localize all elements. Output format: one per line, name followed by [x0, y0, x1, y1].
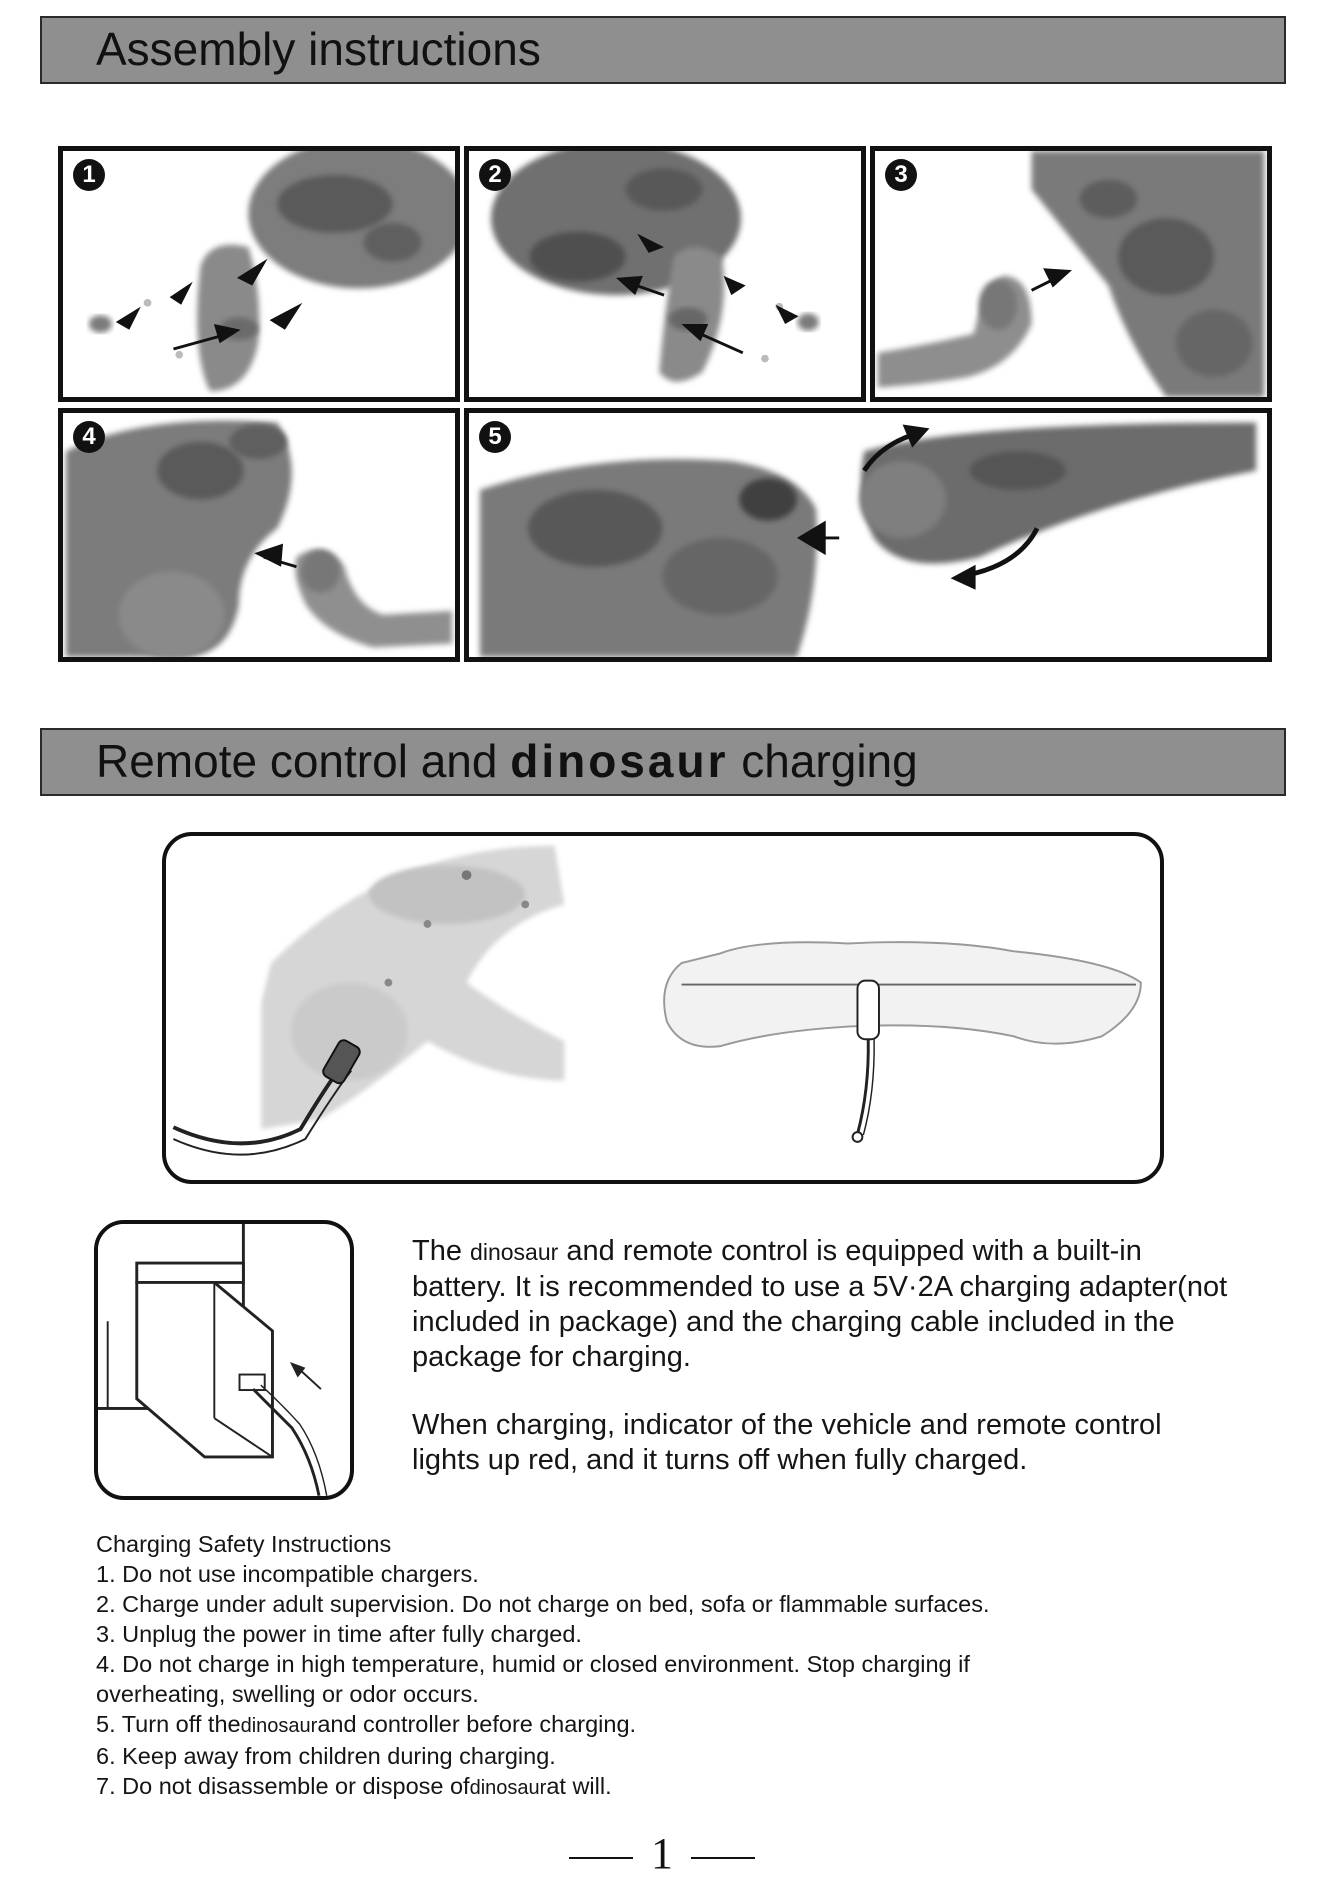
- page-number-footer: [0, 1828, 1324, 1879]
- step-2-illustration: [469, 151, 861, 397]
- charging-title-part-2: charging: [741, 735, 918, 787]
- wall-adapter-illustration-box: [94, 1220, 354, 1500]
- charging-diagram-illustration: [166, 836, 1160, 1180]
- safety-item-3: 3. Unplug the power in time after fully charged.: [96, 1621, 582, 1647]
- page-number-right-dash: [691, 1857, 755, 1859]
- step-1-illustration: [63, 151, 455, 397]
- assembly-step-1-panel: [58, 146, 460, 402]
- charging-section-title: [96, 734, 918, 788]
- step-5-number-badge: 5: [479, 421, 511, 453]
- step-4-number-badge: 4: [73, 421, 105, 453]
- step-3-illustration: [875, 151, 1267, 397]
- assembly-section-header: [40, 16, 1286, 84]
- step-2-number-badge: 2: [479, 159, 511, 191]
- safety-item-5: [96, 1709, 1246, 1741]
- safety-item-7-start: 7. Do not disassemble or dispose of: [96, 1773, 470, 1799]
- charging-safety-instructions: [96, 1529, 1246, 1803]
- safety-item-7-end: at will.: [546, 1773, 612, 1799]
- safety-item-6: 6. Keep away from children during charging.: [96, 1743, 556, 1769]
- safety-item-7: [96, 1771, 1246, 1803]
- charging-diagram-box: [162, 832, 1164, 1184]
- safety-item-4: 4. Do not charge in high temperature, humid or closed environment. Stop charging if overheating, swelling or odor occurs.: [96, 1651, 970, 1707]
- assembly-section-title: Assembly instructions: [96, 23, 541, 75]
- assembly-step-3-panel: [870, 146, 1272, 402]
- page-number-left-dash: [569, 1857, 633, 1859]
- page-number: 1: [651, 1829, 673, 1878]
- safety-item-5-end: and controller before charging.: [317, 1711, 637, 1737]
- safety-item-5-dinosaur-word: dinosaur: [240, 1715, 318, 1737]
- charging-description-paragraph-1: [412, 1234, 1232, 1375]
- step-1-number-badge: 1: [73, 159, 105, 191]
- description-text-start: The: [412, 1235, 462, 1267]
- step-4-illustration: [63, 413, 455, 657]
- step-5-illustration: [469, 413, 1267, 657]
- description-text-rest: and remote control is equipped with a built-in battery. It is recommended to use a 5V·2A charging adapter(not included in package) and the charging cable included in the package for charging.: [412, 1235, 1228, 1373]
- charging-title-emphasis: dinosaur: [510, 735, 729, 787]
- description-dinosaur-word: dinosaur: [470, 1239, 559, 1265]
- step-3-number-badge: 3: [885, 159, 917, 191]
- wall-adapter-illustration: [98, 1224, 350, 1496]
- safety-item-7-dinosaur-word: dinosaur: [469, 1777, 547, 1799]
- charging-description-paragraph-2: When charging, indicator of the vehicle and remote control lights up red, and it turns off when fully charged.: [412, 1409, 1162, 1476]
- charging-section-header: [40, 728, 1286, 796]
- assembly-step-2-panel: [464, 146, 866, 402]
- assembly-step-4-panel: [58, 408, 460, 662]
- safety-heading: Charging Safety Instructions: [96, 1531, 392, 1557]
- safety-item-1: 1. Do not use incompatible chargers.: [96, 1561, 479, 1587]
- assembly-step-5-panel: [464, 408, 1272, 662]
- charging-title-part-1: Remote control and: [96, 735, 498, 787]
- safety-item-5-start: 5. Turn off the: [96, 1711, 241, 1737]
- safety-item-2: 2. Charge under adult supervision. Do not charge on bed, sofa or flammable surfaces.: [96, 1591, 990, 1617]
